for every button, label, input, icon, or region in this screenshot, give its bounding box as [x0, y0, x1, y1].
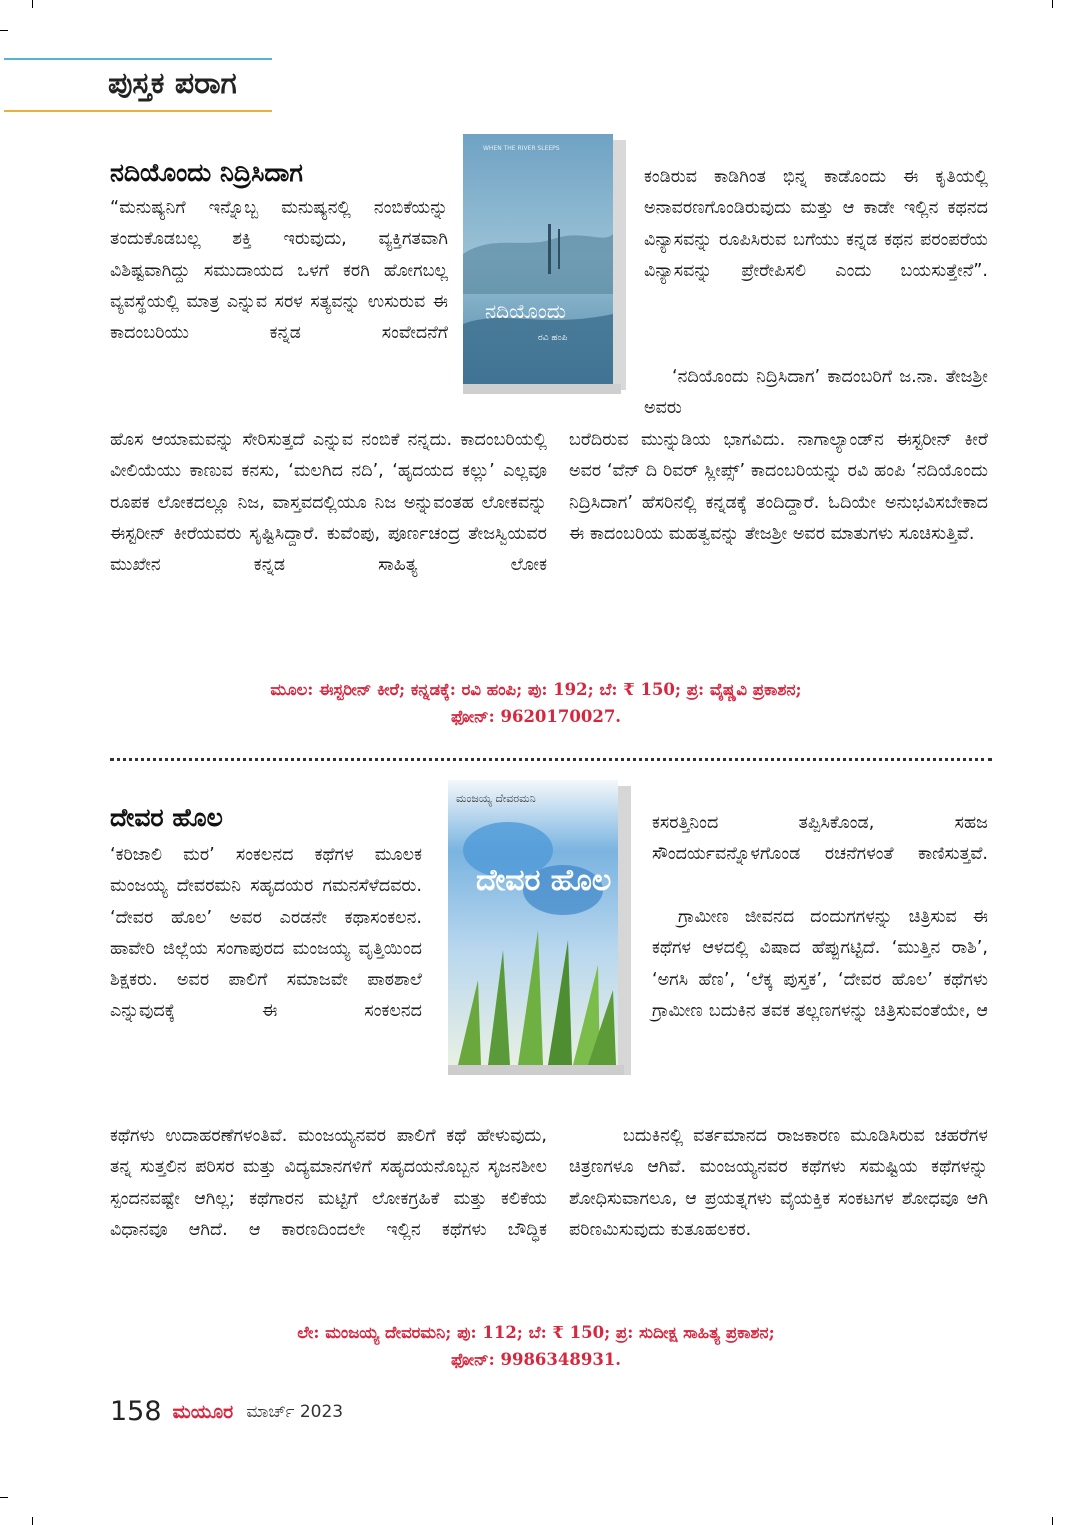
review1-book-cover	[463, 134, 626, 394]
crop-mark	[32, 1517, 33, 1525]
review1-cover-image	[463, 134, 626, 394]
crop-mark	[0, 1497, 8, 1498]
review2-right-mid: ಗ್ರಾಮೀಣ ಜೀವನದ ದಂದುಗಗಳನ್ನು ಚಿತ್ರಿಸುವ ಈ ಕಥೆಗಳ ಆಳದಲ್ಲಿ ವಿಷಾದ ಹೆಪ್ಪುಗಟ್ಟಿದೆ. ‘ಮುತ್ತಿನ ರಾಶಿ’, ‘ಅಗಸಿ ಹೆಣ’, ‘ಲೆಕ್ಕ ಪುಸ್ತಕ’, ‘ದೇವರ ಹೊಲ’ ಕಥೆಗಳು ಗ್ರಾಮೀಣ ಬದುಕಿನ ತವಕ ತಲ್ಲಣಗಳನ್ನು ಚಿತ್ರಿಸುವಂತೆಯೇ, ಆ	[652, 907, 988, 1021]
review1-right-top: ಕಂಡಿರುವ ಕಾಡಿಗಿಂತ ಭಿನ್ನ ಕಾಡೊಂದು ಈ ಕೃತಿಯಲ್ಲಿ ಅನಾವರಣಗೊಂಡಿರುವುದು ಮತ್ತು ಆ ಕಾಡೇ ಇಲ್ಲಿನ ಕಥನದ ವಿನ್ಯಾಸವನ್ನು ರೂಪಿಸಿರುವ ಬಗೆಯು ಕನ್ನಡ ಕಥನ ಪರಂಪರೆಯ ವಿನ್ಯಾಸವನ್ನು ಪ್ರೇರೇಪಿಸಲಿ ಎಂದು ಬಯಸುತ್ತೇನೆ”.	[644, 167, 988, 281]
review2-book-cover	[448, 780, 631, 1075]
page-number: 158	[110, 1396, 162, 1427]
review1-right-bottom: ಬರೆದಿರುವ ಮುನ್ನುಡಿಯ ಭಾಗವಿದು. ನಾಗಾಲ್ಯಾಂಡ್‌ನ ಈಸ್ಟರೀನ್ ಕೀರೆ ಅವರ ‘ವೆನ್ ದಿ ರಿವರ್ ಸ್ಲೀಪ್ಸ್’ ಕಾದಂಬರಿಯನ್ನು ರವಿ ಹಂಪಿ ‘ನದಿಯೊಂದು ನಿದ್ರಿಸಿದಾಗ’ ಹೆಸರಿನಲ್ಲಿ ಕನ್ನಡಕ್ಕೆ ತಂದಿದ್ದಾರೆ. ಓದಿಯೇ ಅನುಭವಿಸಬೇಕಾದ ಈ ಕಾದಂಬರಿಯ ಮಹತ್ವವನ್ನು ತೇಜಶ್ರೀ ಅವರ ಮಾತುಗಳು ಸೂಚಿಸುತ್ತಿವೆ.	[569, 430, 988, 544]
review1-phone: ಫೋನ್: 9620170027.	[450, 707, 622, 726]
review2-left-narrow: ‘ಕರಿಜಾಲಿ ಮರ’ ಸಂಕಲನದ ಕಥೆಗಳ ಮೂಲಕ ಮಂಜಯ್ಯ ದೇವರಮನಿ ಸಹೃದಯರ ಗಮನಸೆಳೆದವರು. ‘ದೇವರ ಹೊಲ’ ಅವರ ಎರಡನೇ ಕಥಾಸಂಕಲನ. ಹಾವೇರಿ ಜಿಲ್ಲೆಯ ಸಂಗಾಪುರದ ಮಂಜಯ್ಯ ವೃತ್ತಿಯಿಂದ ಶಿಕ್ಷಕರು. ಅವರ ಪಾಲಿಗೆ ಸಮಾಜವೇ ಪಾಠಶಾಲೆ ಎನ್ನುವುದಕ್ಕೆ ಈ ಸಂಕಲನದ	[110, 845, 422, 1022]
review1-meta-line1: ಮೂಲ: ಈಸ್ಟರೀನ್ ಕೀರೆ; ಕನ್ನಡಕ್ಕೆ: ರವಿ ಹಂಪಿ; ಪು: 192; ಬೆ: ₹ 150; ಪ್ರ: ವೈಷ್ಣವಿ ಪ್ರಕಾಶನ;	[270, 680, 802, 699]
review2-cover-title: ದೇವರ ಹೊಲ	[476, 863, 612, 898]
review2-cover-author: ಮಂಜಯ್ಯ ದೇವರಮನಿ	[456, 792, 536, 805]
review1-left-narrow: “ಮನುಷ್ಯನಿಗೆ ಇನ್ನೊಬ್ಬ ಮನುಷ್ಯನಲ್ಲಿ ನಂಬಿಕೆಯನ್ನು ತಂದುಕೊಡಬಲ್ಲ ಶಕ್ತಿ ಇರುವುದು, ವ್ಯಕ್ತಿಗತವಾಗಿ ವಿಶಿಷ್ಟವಾಗಿದ್ದು ಸಮುದಾಯದ ಒಳಗೆ ಕರಗಿ ಹೋಗಬಲ್ಲ ವ್ಯವಸ್ಥೆಯಲ್ಲಿ ಮಾತ್ರ ಎನ್ನುವ ಸರಳ ಸತ್ಯವನ್ನು ಉಸುರುವ ಈ ಕಾದಂಬರಿಯು ಕನ್ನಡ ಸಂವೇದನೆಗೆ	[110, 198, 448, 344]
review2-right-bottom: ಬದುಕಿನಲ್ಲಿ ವರ್ತಮಾನದ ರಾಜಕಾರಣ ಮೂಡಿಸಿರುವ ಚಹರೆಗಳ ಚಿತ್ರಣಗಳೂ ಆಗಿವೆ. ಮಂಜಯ್ಯನವರ ಕಥೆಗಳು ಸಮಷ್ಟಿಯ ಕಥೆಗಳನ್ನು ಶೋಧಿಸುವಾಗಲೂ, ಆ ಪ್ರಯತ್ನಗಳು ವೈಯಕ್ತಿಕ ಸಂಕಟಗಳ ಶೋಧವೂ ಆಗಿ ಪರಿಣಮಿಸುವುದು ಕುತೂಹಲಕರ.	[569, 1126, 988, 1240]
page-footer	[110, 1396, 343, 1430]
crop-mark	[1052, 1517, 1053, 1525]
review2-phone: ಫೋನ್: 9986348931.	[450, 1350, 622, 1369]
section-title: ಪುಸ್ತಕ ಪರಾಗ	[108, 66, 237, 101]
review1-cover-top-text: WHEN THE RIVER SLEEPS	[483, 145, 560, 152]
review1-cover-title: ನದಿಯೊಂದು	[485, 299, 566, 323]
section-header	[4, 58, 272, 112]
crop-mark	[1052, 0, 1053, 8]
review2-left-wide: ಕಥೆಗಳು ಉದಾಹರಣೆಗಳಂತಿವೆ. ಮಂಜಯ್ಯನವರ ಪಾಲಿಗೆ ಕಥೆ ಹೇಳುವುದು, ತನ್ನ ಸುತ್ತಲಿನ ಪರಿಸರ ಮತ್ತು ವಿದ್ಯಮಾನಗಳಿಗೆ ಸಹೃದಯನೊಬ್ಬನ ಸೃಜನಶೀಲ ಸ್ಪಂದನವಷ್ಟೇ ಆಗಿಲ್ಲ; ಕಥೆಗಾರನ ಮಟ್ಟಿಗೆ ಲೋಕಗ್ರಹಿಕೆ ಮತ್ತು ಕಲಿಕೆಯ ವಿಧಾನವೂ ಆಗಿದೆ. ಆ ಕಾರಣದಿಂದಲೇ ಇಲ್ಲಿನ ಕಥೆಗಳು ಬೌದ್ಧಿಕ	[110, 1126, 547, 1240]
review2-title: ದೇವರ ಹೊಲ	[110, 803, 223, 832]
review1-book-details	[0, 676, 1072, 730]
magazine-logo: ಮಯೂರ	[172, 1400, 234, 1423]
review2-cover-image	[448, 780, 631, 1075]
review1-cover-author: ರವಿ ಹಂಪಿ	[538, 333, 568, 343]
review2-book-details	[0, 1319, 1072, 1373]
crop-mark	[0, 30, 8, 31]
review2-right-top: ಕಸರತ್ತಿನಿಂದ ತಪ್ಪಿಸಿಕೊಂಡ, ಸಹಜ ಸೌಂದರ್ಯವನ್ನೊಳಗೊಂಡ ರಚನೆಗಳಂತೆ ಕಾಣಿಸುತ್ತವೆ.	[652, 813, 988, 865]
review1-left-wide: ಹೊಸ ಆಯಾಮವನ್ನು ಸೇರಿಸುತ್ತದೆ ಎನ್ನುವ ನಂಬಿಕೆ ನನ್ನದು. ಕಾದಂಬರಿಯಲ್ಲಿ ವೀಲಿಯೆಯು ಕಾಣುವ ಕನಸು, ‘ಮಲಗಿದ ನದಿ’, ‘ಹೃದಯದ ಕಲ್ಲು’ ಎಲ್ಲವೂ ರೂಪಕ ಲೋಕದಲ್ಲೂ ನಿಜ, ವಾಸ್ತವದಲ್ಲಿಯೂ ನಿಜ ಅನ್ನುವಂತಹ ಲೋಕವನ್ನು ಈಸ್ಟರೀನ್ ಕೀರೆಯವರು ಸೃಷ್ಟಿಸಿದ್ದಾರೆ. ಕುವೆಂಪು, ಪೂರ್ಣಚಂದ್ರ ತೇಜಸ್ವಿಯವರ ಮುಖೇನ ಕನ್ನಡ ಸಾಹಿತ್ಯ ಲೋಕ	[110, 430, 547, 576]
crop-mark	[32, 0, 33, 8]
review1-right-mid: ‘ನದಿಯೊಂದು ನಿದ್ರಿಸಿದಾಗ’ ಕಾದಂಬರಿಗೆ ಜ.ನಾ. ತೇಜಶ್ರೀ ಅವರು	[644, 367, 988, 419]
review2-meta-line1: ಲೇ: ಮಂಜಯ್ಯ ದೇವರಮನಿ; ಪು: 112; ಬೆ: ₹ 150; ಪ್ರ: ಸುದೀಕ್ಷ ಸಾಹಿತ್ಯ ಪ್ರಕಾಶನ;	[297, 1323, 775, 1342]
dotted-divider	[110, 758, 992, 761]
issue-date: ಮಾರ್ಚ್ 2023	[246, 1401, 344, 1422]
review1-title: ನದಿಯೊಂದು ನಿದ್ರಿಸಿದಾಗ	[110, 158, 303, 187]
